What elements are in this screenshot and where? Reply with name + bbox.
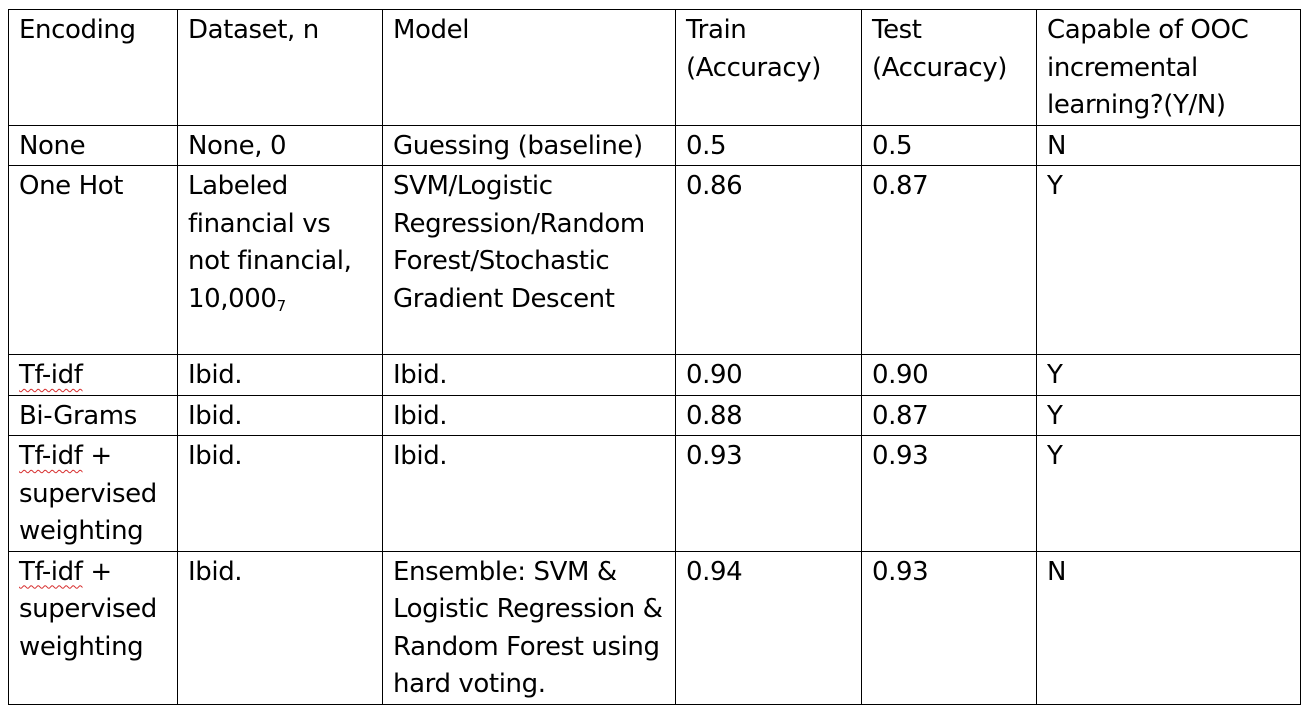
cell-encoding: None [9,125,178,166]
header-ooc-learning: Capable of OOC incremental learning?(Y/N) [1037,10,1301,126]
table-row [9,355,1301,396]
cell-test: 0.5 [862,125,1037,166]
cell-ooc: N [1037,125,1301,166]
cell-test: 0.90 [862,355,1037,396]
cell-train: 0.90 [676,355,862,396]
cell-model: Ibid. [383,395,676,436]
cell-dataset: Ibid. [178,436,383,552]
cell-test: 0.93 [862,551,1037,704]
cell-train: 0.93 [676,436,862,552]
table-row [9,551,1301,704]
encoding-rest: + supervised weighting [19,556,157,662]
cell-model: Guessing (baseline) [383,125,676,166]
table-row [9,436,1301,552]
cell-ooc: N [1037,551,1301,704]
cell-ooc: Y [1037,436,1301,552]
header-encoding: Encoding [9,10,178,126]
cell-encoding [9,355,178,396]
header-train-accuracy: Train (Accuracy) [676,10,862,126]
cell-train: 0.88 [676,395,862,436]
cell-dataset: Ibid. [178,355,383,396]
cell-dataset [178,166,383,355]
cell-test: 0.93 [862,436,1037,552]
spell-flagged-term: Tf-idf [19,556,83,587]
cell-model: Ibid. [383,355,676,396]
header-row [9,10,1301,126]
header-model: Model [383,10,676,126]
table-row [9,395,1301,436]
dataset-text: Labeled financial vs not financial, 10,000 [188,171,352,314]
cell-test: 0.87 [862,395,1037,436]
cell-ooc: Y [1037,355,1301,396]
header-test-accuracy: Test (Accuracy) [862,10,1037,126]
cell-encoding: One Hot [9,166,178,355]
cell-model: Ibid. [383,436,676,552]
cell-encoding [9,551,178,704]
cell-train: 0.94 [676,551,862,704]
cell-model: SVM/Logistic Regression/Random Forest/Stochastic Gradient Descent [383,166,676,355]
cell-dataset: Ibid. [178,395,383,436]
cell-encoding [9,436,178,552]
cell-train: 0.86 [676,166,862,355]
cell-dataset: Ibid. [178,551,383,704]
header-dataset: Dataset, n [178,10,383,126]
cell-train: 0.5 [676,125,862,166]
cell-dataset: None, 0 [178,125,383,166]
results-table [8,9,1301,705]
table-row [9,166,1301,355]
footnote-marker: 7 [276,296,287,315]
cell-model: Ensemble: SVM & Logistic Regression & Random Forest using hard voting. [383,551,676,704]
cell-test: 0.87 [862,166,1037,355]
encoding-rest: + supervised weighting [19,441,157,546]
cell-ooc: Y [1037,166,1301,355]
table-row [9,125,1301,166]
cell-encoding: Bi-Grams [9,395,178,436]
spell-flagged-term: Tf-idf [19,360,83,390]
spell-flagged-term: Tf-idf [19,441,83,471]
cell-ooc: Y [1037,395,1301,436]
